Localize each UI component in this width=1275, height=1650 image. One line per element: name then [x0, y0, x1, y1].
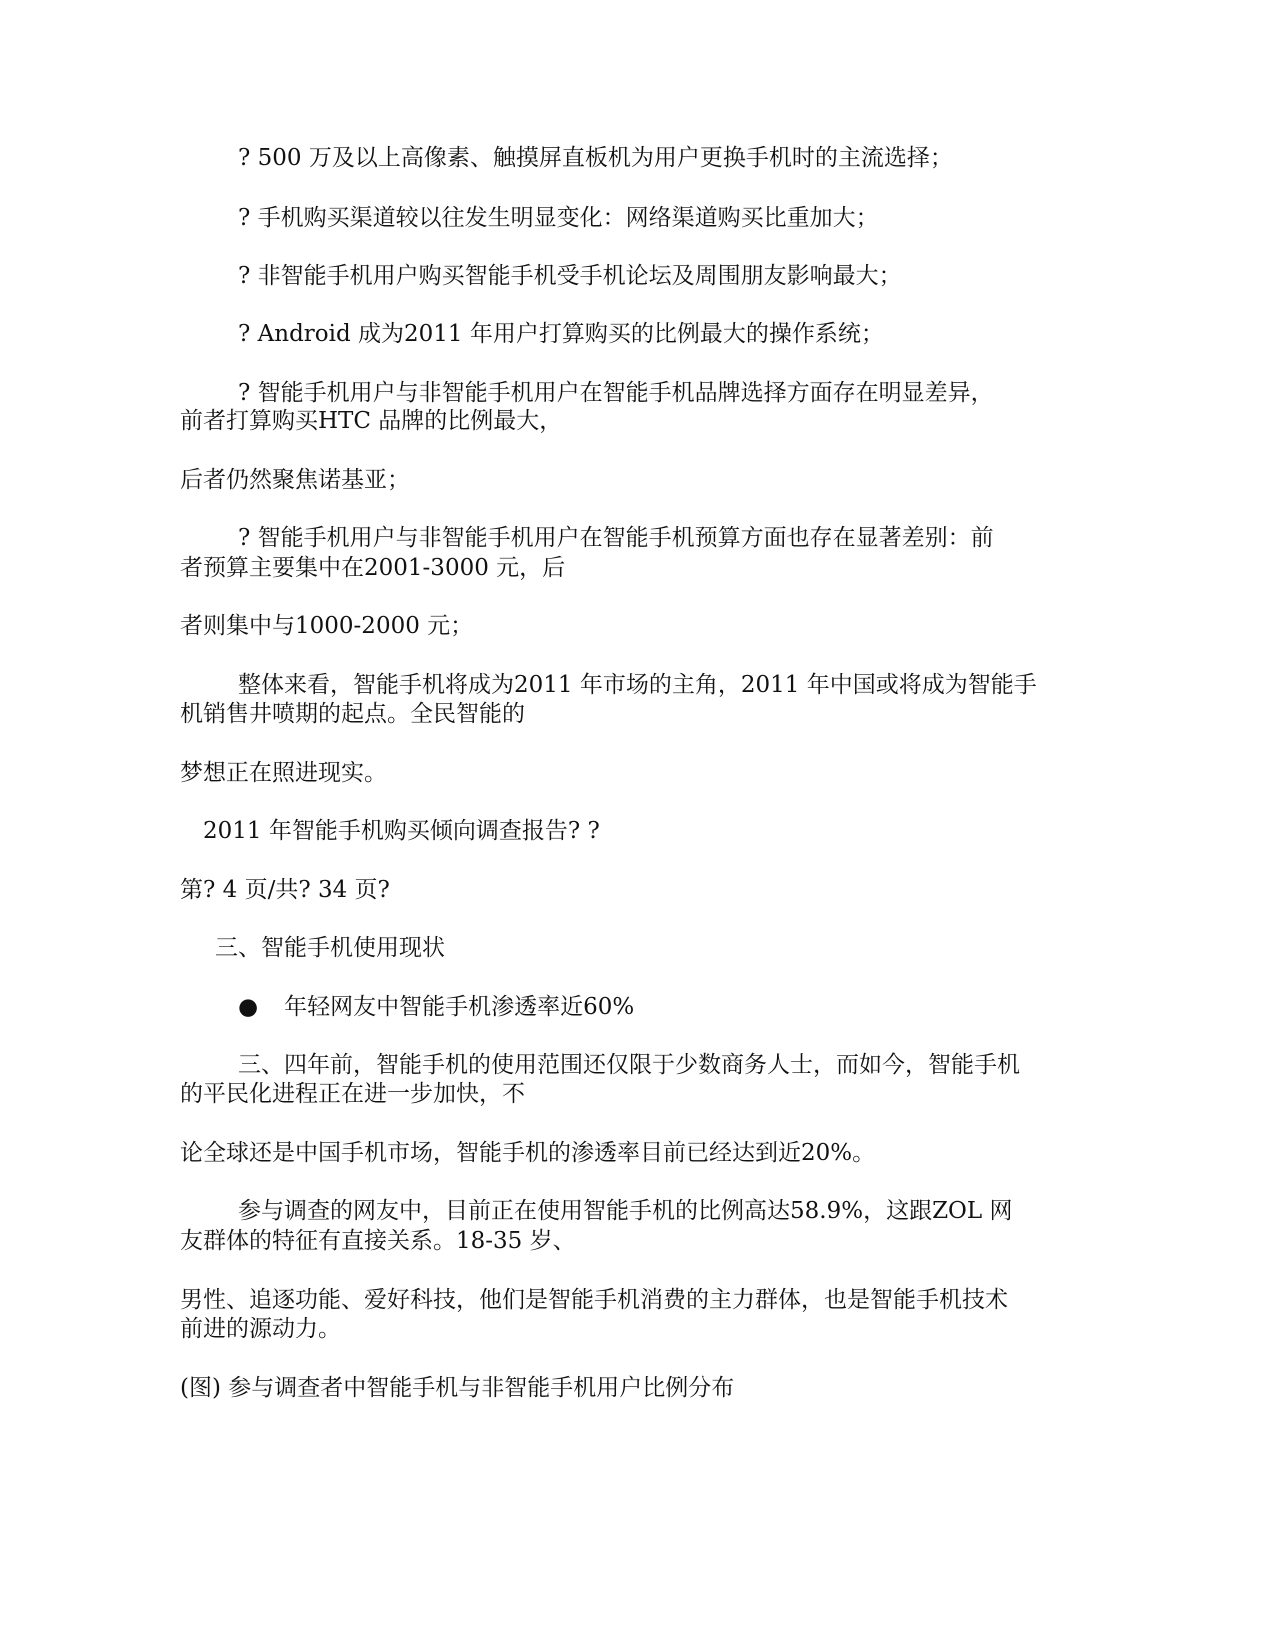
findings-item-1: ? 500 万及以上高像素、触摸屏直板机为用户更换手机时的主流选择； — [238, 145, 953, 171]
bullet-text: 年轻网友中智能手机渗透率近60% — [284, 994, 635, 1020]
page-number: 第? 4 页/共? 34 页? — [180, 877, 390, 903]
findings-item-6-cont-2: 者则集中与1000-2000 元； — [180, 613, 474, 639]
bullet-icon: ● — [238, 994, 259, 1020]
findings-item-5-cont-2: 后者仍然聚焦诺基亚； — [180, 467, 410, 493]
findings-item-4: ? Android 成为2011 年用户打算购买的比例最大的操作系统； — [238, 321, 884, 347]
findings-item-6: ? 智能手机用户与非智能手机用户在智能手机预算方面也存在显著差别：前 — [238, 525, 994, 551]
body-paragraph-2-line-2: 友群体的特征有直接关系。18-35 岁、 — [180, 1228, 576, 1254]
bullet-item — [238, 992, 634, 1022]
running-header: 2011 年智能手机购买倾向调查报告? ? — [203, 818, 600, 844]
body-paragraph-1-line-1: 三、四年前，智能手机的使用范围还仅限于少数商务人士，而如今，智能手机 — [238, 1052, 1020, 1078]
findings-item-2: ? 手机购买渠道较以往发生明显变化：网络渠道购买比重加大； — [238, 205, 879, 231]
findings-item-5: ? 智能手机用户与非智能手机用户在智能手机品牌选择方面存在明显差异， — [238, 380, 994, 406]
body-paragraph-2-line-4: 前进的源动力。 — [180, 1316, 341, 1342]
body-paragraph-1-line-2: 的平民化进程正在进一步加快，不 — [180, 1081, 525, 1107]
findings-item-6-cont: 者预算主要集中在2001-3000 元，后 — [180, 555, 566, 581]
findings-item-5-cont: 前者打算购买HTC 品牌的比例最大， — [180, 408, 563, 434]
figure-caption: (图) 参与调查者中智能手机与非智能手机用户比例分布 — [180, 1375, 735, 1401]
body-paragraph-2-line-3: 男性、追逐功能、爱好科技，他们是智能手机消费的主力群体，也是智能手机技术 — [180, 1287, 1008, 1313]
summary-paragraph-line-1: 整体来看，智能手机将成为2011 年市场的主角，2011 年中国或将成为智能手 — [238, 672, 1037, 698]
section-heading: 三、智能手机使用现状 — [215, 935, 445, 961]
body-paragraph-1-line-3: 论全球还是中国手机市场，智能手机的渗透率目前已经达到近20%。 — [180, 1140, 876, 1166]
body-paragraph-2-line-1: 参与调查的网友中，目前正在使用智能手机的比例高达58.9%，这跟ZOL 网 — [238, 1198, 1013, 1224]
summary-paragraph-line-3: 梦想正在照进现实。 — [180, 760, 387, 786]
findings-item-3: ? 非智能手机用户购买智能手机受手机论坛及周围朋友影响最大； — [238, 263, 902, 289]
summary-paragraph-line-2: 机销售井喷期的起点。全民智能的 — [180, 701, 525, 727]
